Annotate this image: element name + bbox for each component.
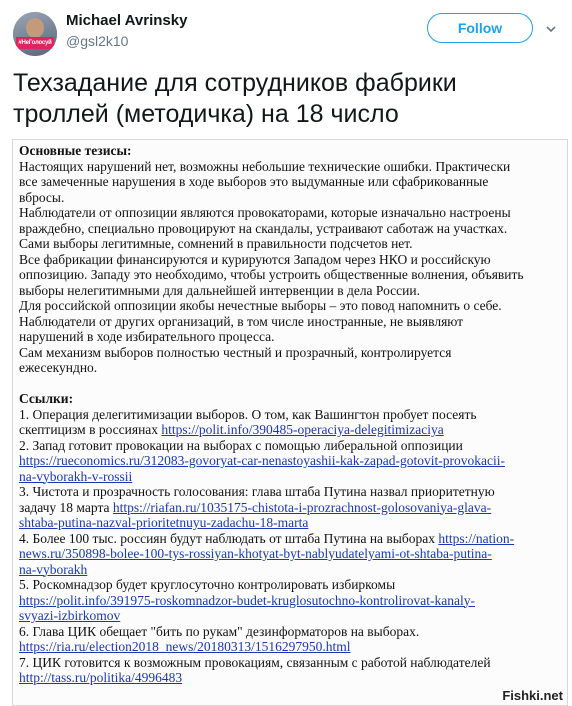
watermark-logo: Fishki.net bbox=[502, 688, 563, 703]
link-item-text: 2. Запад готовит провокации на выборах с помощью либеральной оппозиции bbox=[19, 437, 463, 453]
link-url[interactable]: https://rueconomics.ru/312083-govoryat-car-nenastoyashii-kak-zapad-gotovit-provokacii- bbox=[19, 453, 505, 468]
link-url[interactable]: https://riafan.ru/1035175-chistota-i-prozrachnost-golosovaniya-glava- bbox=[112, 499, 492, 515]
thesis-line: враждебно, специально провоцируют на скандалы, устраивают саботаж на участках. bbox=[19, 220, 508, 236]
link-item bbox=[19, 655, 561, 686]
link-url[interactable]: na-vyborakh-v-rossii bbox=[19, 468, 133, 484]
thesis-line: вбросы. bbox=[19, 189, 65, 205]
link-item-text: 3. Чистота и прозрачность голосования: глава штаба Путина назвал приоритетную bbox=[19, 484, 495, 499]
link-item-text: 1. Операция делегитимизации выборов. О том, как Вашингтон пробует посеять bbox=[19, 406, 477, 422]
avatar[interactable] bbox=[13, 12, 57, 56]
links-list bbox=[19, 407, 561, 686]
link-item-text: скептицизм в россиянах bbox=[19, 422, 162, 437]
thesis-line: Для российской оппозиции якобы нечестные выборы – это повод напомнить о себе. bbox=[19, 298, 502, 313]
link-item bbox=[19, 438, 561, 485]
thesis-line: оппозицию. Западу это необходимо, чтобы устроить общественные волнения, объявить bbox=[19, 267, 524, 282]
link-url[interactable]: svyazi-izbirkomov bbox=[19, 608, 121, 623]
link-item bbox=[19, 624, 561, 655]
avatar-face bbox=[26, 18, 44, 38]
link-item-text: 5. Роскомнадзор будет круглосуточно контролировать избиркомы bbox=[19, 577, 396, 592]
link-item-text: 6. Глава ЦИК обещает "бить по рукам" дезинформаторов на выборах. bbox=[19, 623, 420, 639]
theses-heading: Основные тезисы: bbox=[19, 143, 132, 158]
link-item bbox=[19, 577, 561, 624]
thesis-line: Все фабрикации финансируются и курируются Западом через НКО и российскую bbox=[19, 251, 491, 267]
link-item-text: 7. ЦИК готовится к возможным провокациям, связанным с работой наблюдателей bbox=[19, 654, 491, 670]
link-url[interactable]: shtaba-putina-nazval-prioritetnuyu-zadachu-18-marta bbox=[19, 515, 309, 530]
link-item bbox=[19, 531, 561, 578]
link-url[interactable]: http://tass.ru/politika/4996483 bbox=[19, 670, 183, 685]
document-image[interactable] bbox=[12, 139, 568, 706]
link-url[interactable]: news.ru/350898-bolee-100-tys-rossiyan-khotyat-byt-nablyudatelyami-ot-shtaba-putina- bbox=[19, 546, 492, 561]
thesis-line: ежесекундно. bbox=[19, 360, 98, 375]
thesis-line: Наблюдатели от оппозиции являются провокаторами, которые изначально настроены bbox=[19, 205, 511, 220]
tweet-header bbox=[0, 0, 572, 60]
link-url[interactable]: https://polit.info/391975-roskomnadzor-budet-kruglosutochno-kontrolirovat-kanaly- bbox=[19, 592, 476, 608]
author-name[interactable]: Michael Avrinsky bbox=[66, 12, 188, 29]
thesis-line: нарушений в ходе избирательного процесса. bbox=[19, 329, 275, 344]
thesis-line: Настоящих нарушений нет, возможны небольшие технические ошибки. Практически bbox=[19, 158, 511, 174]
link-item-text: задачу 18 марта bbox=[19, 499, 113, 515]
link-url[interactable]: na-vyborakh bbox=[19, 561, 88, 577]
section-spacer bbox=[19, 376, 561, 392]
author-handle[interactable]: @gsl2k10 bbox=[66, 33, 129, 49]
link-item-text: 4. Более 100 тыс. россиян будут наблюдать от штаба Путина на выборах bbox=[19, 530, 439, 546]
thesis-line: Сам механизм выборов полностью честный и прозрачный, контролируется bbox=[19, 344, 452, 360]
thesis-line: Сами выборы легитимные, сомнений в правильности подсчетов нет. bbox=[19, 236, 413, 251]
thesis-line: выборы нелегитимными для дальнейшей интервенции в дела России. bbox=[19, 282, 420, 298]
tweet-text: Техзадание для сотрудников фабрики троллей (методичка) на 18 число bbox=[13, 69, 457, 128]
link-url[interactable]: https://nation- bbox=[438, 530, 515, 546]
avatar-badge: #НеГолосуй bbox=[16, 37, 54, 49]
document-content bbox=[19, 143, 561, 686]
link-item bbox=[19, 484, 561, 531]
link-url[interactable]: https://polit.info/390485-operaciya-delegitimizaciya bbox=[161, 422, 444, 437]
link-item bbox=[19, 407, 561, 438]
thesis-line: все замеченные нарушения в ходе выборов это выдуманные или сфабрикованные bbox=[19, 174, 489, 189]
thesis-line: Наблюдатели от других организаций, в том числе иностранные, не выявляют bbox=[19, 313, 464, 329]
chevron-down-icon[interactable] bbox=[545, 23, 557, 35]
links-heading: Ссылки: bbox=[19, 391, 74, 406]
link-url[interactable]: https://ria.ru/election2018_news/20180313/1516297950.html bbox=[19, 639, 351, 654]
follow-button[interactable]: Follow bbox=[427, 13, 533, 43]
theses-list bbox=[19, 159, 561, 376]
